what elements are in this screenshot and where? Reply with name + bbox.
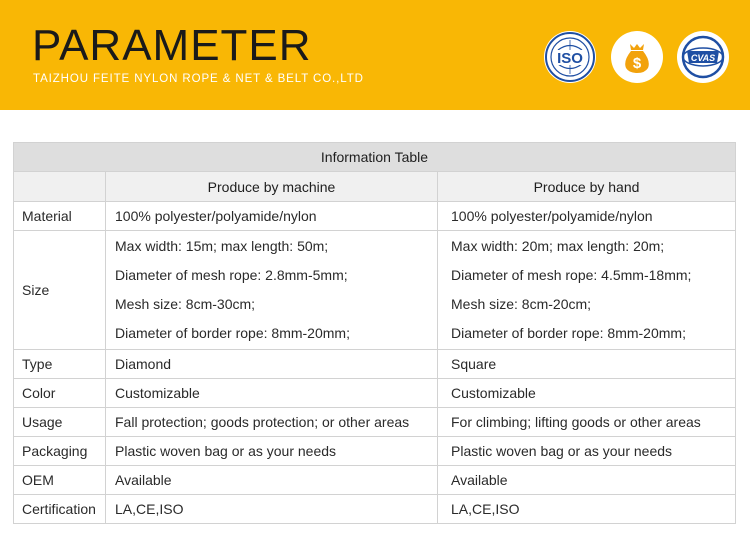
machine-value: LA,CE,ISO [106, 495, 438, 524]
size-line: Mesh size: 8cm-20cm; [451, 296, 592, 312]
hand-value: Plastic woven bag or as your needs [438, 437, 736, 466]
size-line: Mesh size: 8cm-30cm; [115, 296, 256, 312]
row-label: Usage [14, 408, 106, 437]
table-row-color [14, 379, 736, 408]
row-label: Packaging [14, 437, 106, 466]
information-table [13, 142, 735, 524]
hand-value: Customizable [438, 379, 736, 408]
svg-text:ISO: ISO [557, 50, 583, 67]
column-header-machine: Produce by machine [106, 172, 438, 202]
table-row-packaging [14, 437, 736, 466]
row-label: Type [14, 350, 106, 379]
company-name: TAIZHOU FEITE NYLON ROPE & NET & BELT CO.,LTD [33, 73, 364, 85]
table-row-material [14, 202, 736, 231]
size-line: Diameter of mesh rope: 4.5mm-18mm; [451, 267, 692, 283]
hand-value: 100% polyester/polyamide/nylon [438, 202, 736, 231]
hand-value: LA,CE,ISO [438, 495, 736, 524]
table-row-size [14, 231, 736, 350]
machine-size-values [106, 231, 438, 350]
table-row-certification [14, 495, 736, 524]
money-bag-icon [611, 31, 663, 83]
row-label: Certification [14, 495, 106, 524]
machine-value: Diamond [106, 350, 438, 379]
column-header-hand: Produce by hand [438, 172, 736, 202]
machine-value: Plastic woven bag or as your needs [106, 437, 438, 466]
row-label: Material [14, 202, 106, 231]
cvas-certification-icon [677, 31, 729, 83]
machine-value: 100% polyester/polyamide/nylon [106, 202, 438, 231]
row-label: OEM [14, 466, 106, 495]
svg-text:$: $ [632, 55, 642, 72]
hand-size-values [438, 231, 736, 350]
size-line: Diameter of border rope: 8mm-20mm; [451, 325, 686, 341]
header-empty-cell [14, 172, 106, 202]
table-row-type [14, 350, 736, 379]
size-line: Diameter of border rope: 8mm-20mm; [115, 325, 350, 341]
row-label: Color [14, 379, 106, 408]
table-row-oem [14, 466, 736, 495]
iso-certification-icon [544, 31, 596, 83]
machine-value: Available [106, 466, 438, 495]
table-row-usage [14, 408, 736, 437]
svg-text:CVAS: CVAS [690, 53, 716, 63]
machine-value: Customizable [106, 379, 438, 408]
header-banner [0, 0, 750, 110]
size-line: Max width: 20m; max length: 20m; [451, 238, 665, 254]
size-line: Max width: 15m; max length: 50m; [115, 238, 329, 254]
machine-value: Fall protection; goods protection; or other areas [106, 408, 438, 437]
hand-value: Available [438, 466, 736, 495]
row-label: Size [14, 231, 106, 350]
size-line: Diameter of mesh rope: 2.8mm-5mm; [115, 267, 348, 283]
page-title: PARAMETER [32, 21, 312, 70]
hand-value: For climbing; lifting goods or other areas [438, 408, 736, 437]
hand-value: Square [438, 350, 736, 379]
table-title: Information Table [14, 143, 736, 172]
